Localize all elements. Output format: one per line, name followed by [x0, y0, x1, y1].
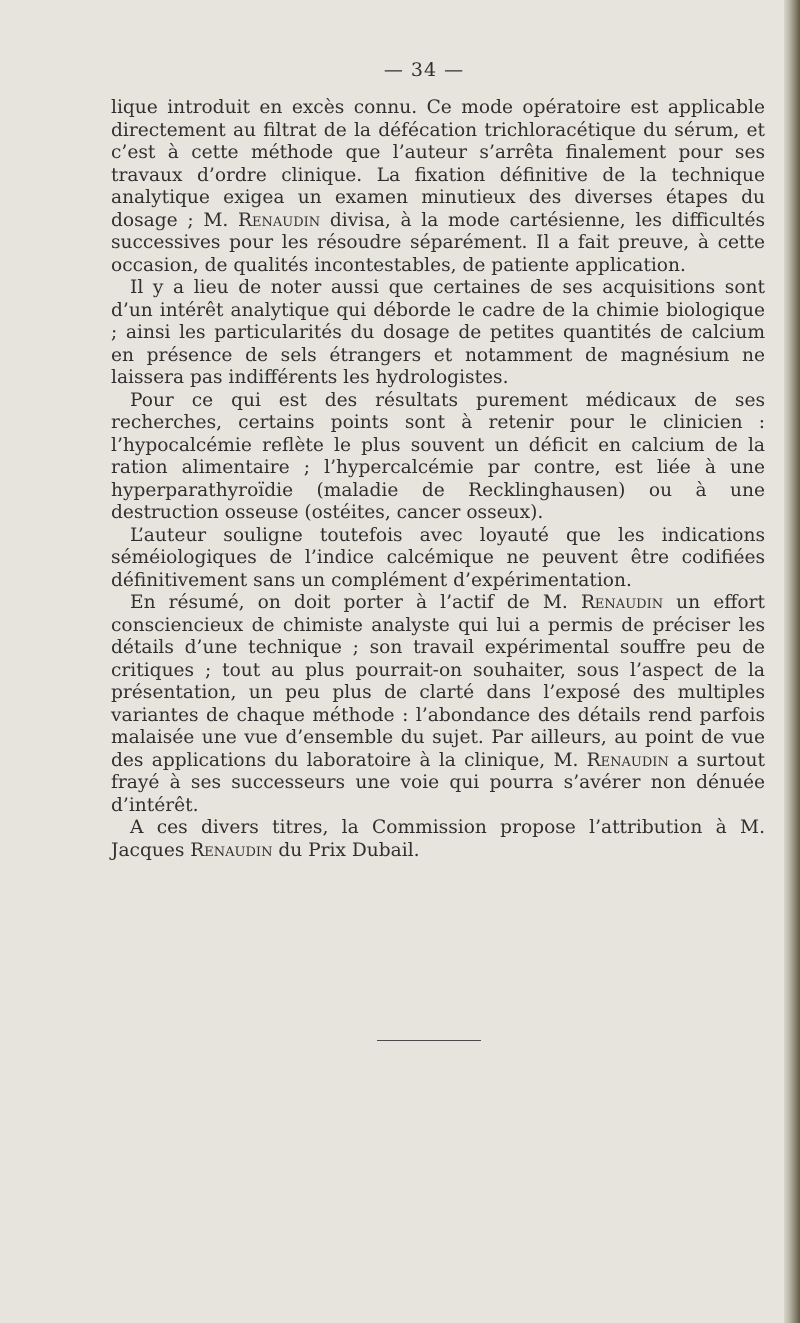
text-segment: a surtout frayé à ses successeurs une voie qui pourra s’avérer non dénuée d’intérêt.	[111, 749, 765, 816]
author-name: Renaudin	[190, 839, 273, 861]
text-segment: un effort consciencieux de chimiste analyste qui lui a permis de préciser les détails d’une technique ; son travail expérimental souffre peu de critiques ; tout au plus pourrait-on souhaiter, sous l’aspect de la présentation, un peu plus de clarté dans l’exposé des multiples variantes de chaque méthode : l’abondance des détails rend parfois malaisée une vue d’ensemble du sujet. Par ailleurs, au point de vue des applications du laboratoire à la clinique, M.	[111, 592, 765, 771]
author-name: Renaudin	[238, 209, 321, 231]
paragraph-6	[111, 817, 765, 862]
paragraph-2	[111, 277, 765, 390]
text-segment: lique introduit en excès connu. Ce mode opératoire est applicable directement au filtrat de la défécation trichloracétique du sérum, et c’est à cette méthode que l’auteur s’arrêta finalement pour ses travaux d’ordre clinique. La fixation définitive de la technique analytique exigea un examen minutieux des diverses étapes du dosage ; M.	[111, 97, 765, 231]
text-segment: du Prix Dubail.	[272, 839, 420, 861]
body-text	[111, 97, 765, 862]
paragraph-5	[111, 592, 765, 817]
author-name: Renaudin	[580, 592, 664, 613]
text-segment: En résumé, on doit porter à l’actif de M.	[130, 592, 581, 613]
paragraph-1	[111, 97, 765, 277]
page-edge-shadow	[784, 0, 800, 1323]
page-number: — 34 —	[383, 59, 465, 81]
paragraph-3	[111, 390, 765, 525]
text-segment: Pour ce qui est des résultats purement médicaux de ses recherches, certains points sont à retenir pour le clinicien : l’hypocalcémie reflète le plus souvent un déficit en calcium de la ration alimentaire ; l’hypercalcémie par contre, est liée à une hyperparathyroïdie (maladie de Recklinghausen) ou à une destruction osseuse (ostéites, cancer osseux).	[111, 389, 765, 523]
text-segment: divisa, à la mode cartésienne, les difficultés successives pour les résoudre séparément. Il a fait preuve, à cette occasion, de qualités incontestables, de patiente application.	[111, 209, 765, 276]
text-segment: Il y a lieu de noter aussi que certaines de ses acquisitions sont d’un intérêt analytique qui déborde le cadre de la chimie biologique ; ainsi les particularités du dosage de petites quantités de calcium en présence de sels étrangers et notamment de magnésium ne laissera pas indifférents les hydrologistes.	[111, 277, 765, 388]
author-name: Renaudin	[586, 749, 669, 771]
paragraph-4	[111, 525, 765, 593]
text-segment: L’auteur souligne toutefois avec loyauté que les indications séméiologiques de l’indice calcémique ne peuvent être codifiées définitivement sans un complément d’expérimentation.	[111, 524, 765, 591]
text-segment: A ces divers titres, la Commission propose l’attribution à M. Jacques	[111, 817, 765, 861]
end-rule	[377, 1040, 481, 1041]
